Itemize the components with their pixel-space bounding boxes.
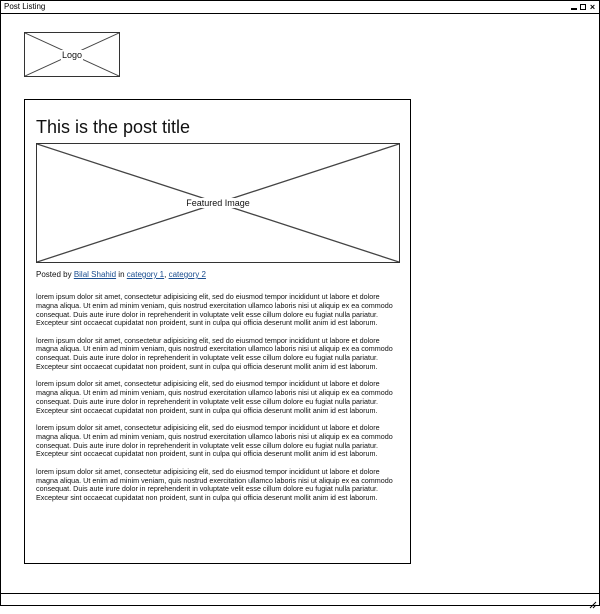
- category-separator: ,: [164, 270, 167, 279]
- minimize-icon[interactable]: [571, 3, 578, 11]
- maximize-icon[interactable]: [580, 3, 587, 11]
- body-paragraph: lorem ipsum dolor sit amet, consectetur adipisicing elit, sed do eiusmod tempor incididunt ut labore et dolore magna aliqua. Ut enim ad minim veniam, quis nostrud exercitation ullamco laboris nisi ut aliquip ex ea commodo consequat. Duis aute irure dolor in reprehenderit in voluptate velit esse cillum dolore eu fugiat nulla pariatur. Excepteur sint occaecat cupidatat non proident, sunt in culpa qui officia deserunt mollit anim id est laborum.: [36, 423, 393, 459]
- title-bar[interactable]: [1, 1, 599, 14]
- featured-image-label: Featured Image: [186, 198, 250, 208]
- category-2-link[interactable]: category 2: [168, 270, 206, 279]
- post-card: [24, 99, 411, 564]
- logo[interactable]: [24, 32, 120, 77]
- featured-image[interactable]: [36, 143, 400, 263]
- body-paragraph: lorem ipsum dolor sit amet, consectetur adipisicing elit, sed do eiusmod tempor incididunt ut labore et dolore magna aliqua. Ut enim ad minim veniam, quis nostrud exercitation ullamco laboris nisi ut aliquip ex ea commodo consequat. Duis aute irure dolor in reprehenderit in voluptate velit esse cillum dolore eu fugiat nulla pariatur. Excepteur sint occaecat cupidatat non proident, sunt in culpa qui officia deserunt mollit anim id est laborum.: [36, 379, 393, 415]
- window-title: Post Listing: [4, 2, 46, 11]
- posted-by-text: Posted by: [36, 270, 72, 279]
- body-paragraph: lorem ipsum dolor sit amet, consectetur adipisicing elit, sed do eiusmod tempor incididunt ut labore et dolore magna aliqua. Ut enim ad minim veniam, quis nostrud exercitation ullamco laboris nisi ut aliquip ex ea commodo consequat. Duis aute irure dolor in reprehenderit in voluptate velit esse cillum dolore eu fugiat nulla pariatur. Excepteur sint occaecat cupidatat non proident, sunt in culpa qui officia deserunt mollit anim id est laborum.: [36, 335, 393, 372]
- logo-label: Logo: [61, 49, 83, 60]
- status-bar: [1, 593, 599, 606]
- post-meta: [36, 270, 206, 280]
- window-controls: [571, 1, 596, 13]
- post-body: [36, 293, 398, 511]
- body-paragraph: lorem ipsum dolor sit amet, consectetur adipisicing elit, sed do eiusmod tempor incididunt ut labore et dolore magna aliqua. Ut enim ad minim veniam, quis nostrud exercitation ullamco laboris nisi ut aliquip ex ea commodo consequat. Duis aute irure dolor in reprehenderit in voluptate velit esse cillum dolore eu fugiat nulla pariatur. Excepteur sint occaecat cupidatat non proident, sunt in culpa qui officia deserunt mollit anim id est laborum.: [36, 292, 393, 328]
- author-link[interactable]: Bilal Shahid: [73, 270, 117, 279]
- in-text: in: [118, 270, 125, 279]
- post-title[interactable]: This is the post title: [36, 117, 191, 137]
- resize-grip-icon[interactable]: [589, 596, 597, 604]
- category-1-link[interactable]: category 1: [126, 270, 165, 279]
- body-paragraph: lorem ipsum dolor sit amet, consectetur adipisicing elit, sed do eiusmod tempor incididunt ut labore et dolore magna aliqua. Ut enim ad minim veniam, quis nostrud exercitation ullamco laboris nisi ut aliquip ex ea commodo consequat. Duis aute irure dolor in reprehenderit in voluptate velit esse cillum dolore eu fugiat nulla pariatur. Excepteur sint occaecat cupidatat non proident, sunt in culpa qui officia deserunt mollit anim id est laborum.: [36, 466, 393, 503]
- page-content: [1, 14, 599, 592]
- close-icon[interactable]: ×: [589, 2, 596, 12]
